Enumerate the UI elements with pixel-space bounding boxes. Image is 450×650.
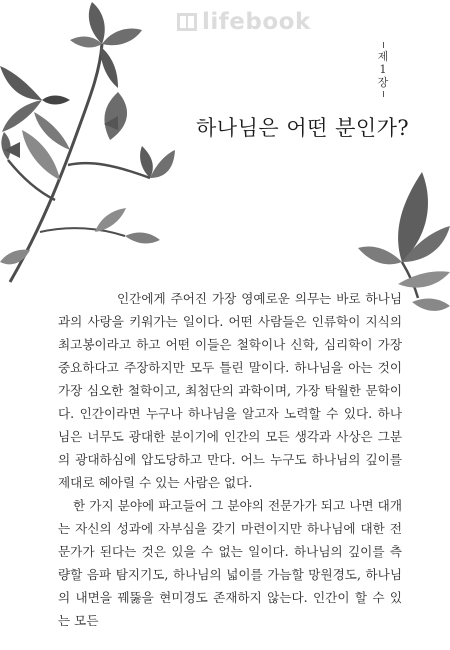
chapter-label — [376, 40, 390, 99]
chapter-rule-bottom — [383, 91, 384, 97]
paragraph-2: 한 가지 분야에 파고들어 그 분야의 전문가가 되고 나면 대개는 자신의 성과에 자부심을 갖기 마련이지만 하나님에 대한 전문가가 된다는 것은 있을 수 없는 일이다. 하나님의 깊이를 측량할 음파 탐지기도, 하나님의 넓이를 가늠할 망원경도, 하나님의 내면을 꿰뚫을 현미경도 존재하지 않는다. 인간이 할 수 있는 모든 — [58, 498, 402, 628]
chapter-label-char1: 제 — [377, 50, 389, 63]
chapter-label-char3: 장 — [377, 76, 389, 89]
watermark-text: lifebook — [202, 9, 311, 35]
body-text — [58, 287, 402, 632]
chapter-title: 하나님은 어떤 분인가? — [196, 116, 410, 140]
paragraph-1: 인간에게 주어진 가장 영예로운 의무는 바로 하나님과의 사랑을 키워가는 일이다. 어떤 사람들은 인류학이 지식의 최고봉이라고 하고 어떤 이들은 철학이나 신학, 심리학이 가장 중요하다고 주장하지만 모두 틀린 말이다. 하나님을 아는 것이 가장 심오한 철학이고, 최첨단의 과학이며, 가장 탁월한 문학이다. 인간이라면 누구나 하나님을 알고자 노력할 수 있다. 하나님은 너무도 광대한 분이기에 인간의 모든 생각과 사상은 그분의 광대하심에 압도당하고 만다. 어느 누구도 하나님의 깊이를 제대로 헤아릴 수 있는 사람은 없다. — [58, 291, 402, 490]
chapter-rule-top — [383, 42, 384, 48]
flower-illustration-left — [0, 0, 175, 285]
chapter-label-char2: 1 — [379, 63, 387, 76]
book-icon — [176, 11, 198, 33]
lifebook-watermark — [176, 8, 311, 36]
